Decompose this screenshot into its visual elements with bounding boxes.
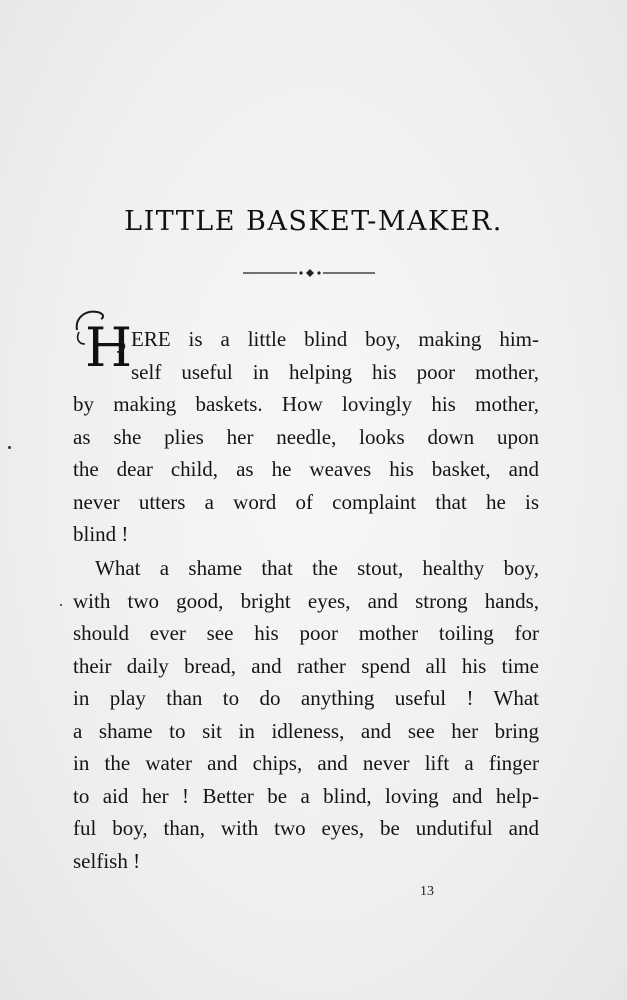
paragraph-1-line: never utters a word of complaint that he is bbox=[73, 489, 539, 514]
paragraph-1-line: ERE is a little blind boy, making him- bbox=[131, 327, 539, 351]
ink-speck bbox=[8, 446, 11, 449]
paragraph-2-line: What a shame that the stout, healthy boy, bbox=[95, 556, 539, 580]
paragraph-1-line: by making baskets. How lovingly his mother, bbox=[73, 392, 539, 416]
paragraph-2-line: ful boy, than, with two eyes, be undutiful and bbox=[73, 816, 539, 840]
chapter-title: LITTLE BASKET-MAKER. bbox=[124, 206, 503, 237]
ornament-divider bbox=[243, 266, 375, 280]
paragraph-2-line: should ever see his poor mother toiling for bbox=[73, 621, 539, 645]
paragraph-1-line: self useful in helping his poor mother, bbox=[131, 359, 539, 384]
paragraph-2 bbox=[73, 552, 539, 877]
paragraph-2-line: selfish ! bbox=[73, 848, 141, 873]
paragraph-2-line: to aid her ! Better be a blind, loving and help- bbox=[73, 783, 539, 808]
paragraph-1-line: the dear child, as he weaves his basket, and bbox=[73, 457, 539, 481]
paragraph-2-line: their daily bread, and rather spend all his time bbox=[73, 653, 539, 678]
paragraph-2-line: in play than to do anything useful ! What bbox=[73, 686, 539, 710]
paragraph-1 bbox=[73, 323, 539, 551]
paragraph-1-line: blind ! bbox=[73, 522, 129, 546]
paragraph-2-line: with two good, bright eyes, and strong hands, bbox=[73, 588, 539, 613]
paragraph-1-line: as she plies her needle, looks down upon bbox=[73, 424, 539, 449]
ink-speck bbox=[60, 604, 62, 606]
drop-cap-letter: H bbox=[85, 316, 131, 374]
page-number: 13 bbox=[420, 884, 434, 899]
paragraph-2-line: in the water and chips, and never lift a finger bbox=[73, 751, 539, 775]
paragraph-2-line: a shame to sit in idleness, and see her bring bbox=[73, 718, 539, 743]
